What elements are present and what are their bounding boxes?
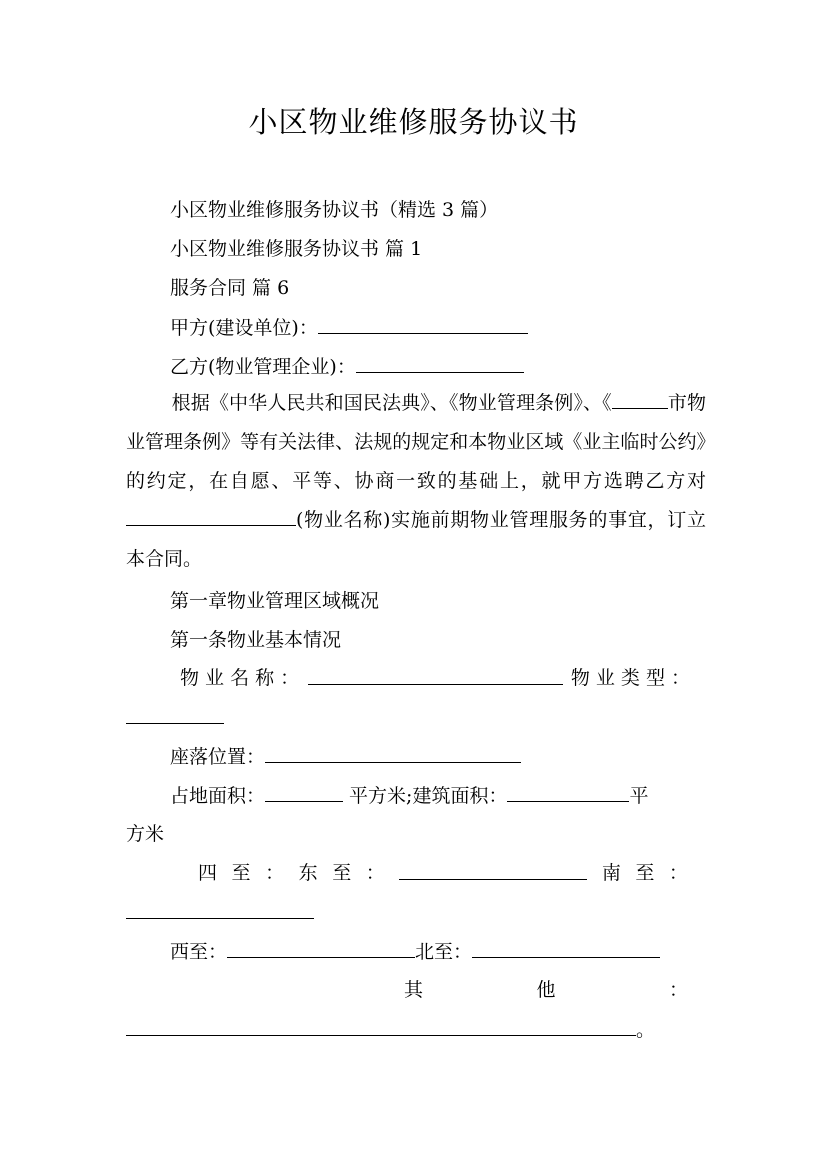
other-blank[interactable]	[126, 1017, 636, 1036]
document-title: 小区物业维修服务协议书	[248, 105, 579, 139]
party-a-blank[interactable]	[318, 315, 528, 334]
city-blank[interactable]	[612, 390, 668, 409]
south-colon: ：	[668, 862, 688, 884]
building-area-blank[interactable]	[507, 783, 629, 802]
south-blank[interactable]	[126, 900, 314, 919]
four-sides-line	[198, 861, 688, 885]
west-blank[interactable]	[227, 939, 415, 958]
area-line	[170, 783, 648, 808]
property-type-line	[126, 705, 224, 730]
party-b-label: 乙方(物业管理企业)：	[170, 356, 356, 378]
sqm-tail-1: 平	[629, 785, 649, 807]
south-line	[126, 900, 314, 925]
east-zhi: 至	[332, 862, 352, 884]
party-a-line	[170, 315, 528, 340]
end-mark: 。	[636, 1019, 656, 1041]
north-label: 北至：	[415, 941, 473, 963]
location-label: 座落位置：	[170, 746, 266, 768]
building-area-label: 平方米;建筑面积：	[343, 785, 508, 807]
preamble-text-b: 市物业管理条例》等有关法律、法规的规定和本物业区域《业主临时公约》的约定，在自愿、平等、协商一致的基础上，就甲方选聘乙方对	[126, 392, 706, 492]
intro-line-1: 小区物业维修服务协议书（精选 3 篇）	[170, 199, 499, 221]
location-blank[interactable]	[265, 744, 521, 763]
west-north-line	[170, 939, 660, 964]
property-name-type-line	[180, 666, 690, 690]
preamble-text-c: (物业名称)实施前期物业管理服务的事宜，订立本合同。	[126, 509, 706, 570]
intro-line-2: 小区物业维修服务协议书 篇 1	[170, 238, 423, 260]
intro-line-3: 服务合同 篇 6	[170, 277, 290, 299]
east-label: 东	[298, 862, 318, 884]
chapter-heading: 第一章物业管理区域概况	[170, 590, 380, 612]
party-a-label: 甲方(建设单位)：	[170, 317, 318, 339]
property-name-label: 物 业 名 称 ：	[180, 667, 300, 689]
south-label: 南	[601, 862, 621, 884]
other-blank-line	[126, 1017, 655, 1042]
land-area-blank[interactable]	[265, 783, 343, 802]
property-blank[interactable]	[126, 507, 296, 526]
preamble-text-a: 根据《中华人民共和国民法典》、《物业管理条例》、《	[171, 392, 612, 414]
east-blank[interactable]	[399, 861, 587, 880]
location-line	[170, 744, 521, 769]
other-label-1: 其	[404, 979, 424, 1001]
east-colon: ：	[365, 862, 385, 884]
four-sides-colon: ：	[265, 862, 285, 884]
four-sides-zhi: 至	[231, 862, 251, 884]
other-colon: ：	[668, 979, 688, 1001]
south-zhi: 至	[635, 862, 655, 884]
property-type-blank[interactable]	[126, 705, 224, 724]
property-type-label: 物 业 类 型 ：	[570, 667, 690, 689]
preamble-paragraph	[126, 384, 706, 579]
land-area-label: 占地面积：	[170, 785, 266, 807]
article-heading: 第一条物业基本情况	[170, 629, 342, 651]
four-sides-label: 四	[198, 862, 218, 884]
party-b-line	[170, 354, 524, 379]
other-label-2: 他	[536, 979, 556, 1001]
west-label: 西至：	[170, 941, 228, 963]
party-b-blank[interactable]	[356, 354, 524, 373]
area-line-cont: 方米	[126, 823, 165, 845]
north-blank[interactable]	[472, 939, 660, 958]
other-line	[404, 978, 688, 1002]
property-name-blank[interactable]	[308, 666, 563, 685]
